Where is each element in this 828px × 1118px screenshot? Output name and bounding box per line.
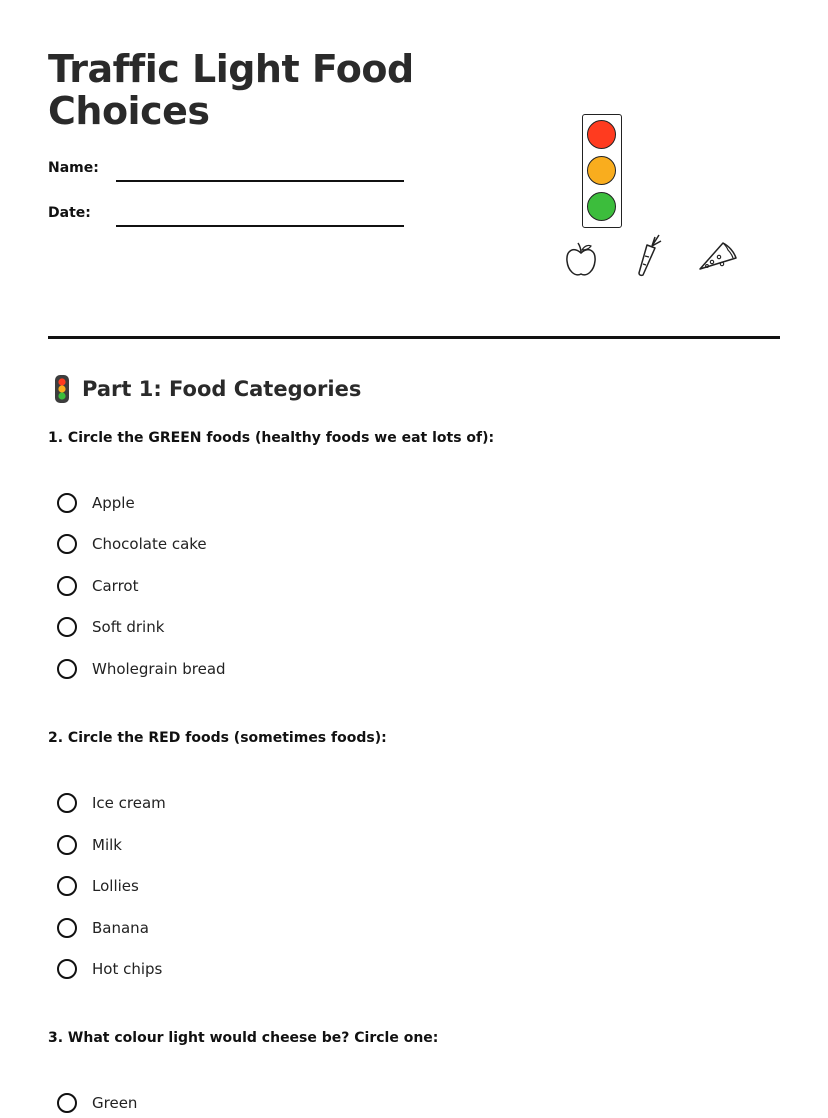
radio-button[interactable] xyxy=(57,835,77,855)
option-label: Lollies xyxy=(92,877,139,895)
q1-option-soft-drink[interactable] xyxy=(57,615,164,639)
q1-option-apple[interactable] xyxy=(57,491,135,515)
radio-button[interactable] xyxy=(57,876,77,896)
option-label: Hot chips xyxy=(92,960,163,978)
radio-button[interactable] xyxy=(57,576,77,596)
option-label: Banana xyxy=(92,919,149,937)
option-label: Milk xyxy=(92,836,122,854)
red-light xyxy=(587,120,616,149)
q1-option-wholegrain-bread[interactable] xyxy=(57,657,226,681)
option-label: Soft drink xyxy=(92,618,165,636)
option-label: Carrot xyxy=(92,577,139,595)
option-label: Chocolate cake xyxy=(92,535,207,553)
q1-option-chocolate-cake[interactable] xyxy=(57,532,207,556)
question-1: 1. Circle the GREEN foods (healthy foods we eat lots of): xyxy=(48,430,495,446)
section-divider xyxy=(48,336,780,339)
q2-option-ice-cream[interactable] xyxy=(57,791,166,815)
question-2: 2. Circle the RED foods (sometimes foods): xyxy=(48,730,387,746)
radio-button[interactable] xyxy=(57,918,77,938)
date-field[interactable] xyxy=(116,225,404,227)
q2-option-hot-chips[interactable] xyxy=(57,957,162,981)
name-label: Name: xyxy=(48,160,99,176)
radio-button[interactable] xyxy=(57,793,77,813)
part1-heading xyxy=(50,374,361,404)
option-label: Wholegrain bread xyxy=(92,660,226,678)
q2-option-banana[interactable] xyxy=(57,916,149,940)
radio-button[interactable] xyxy=(57,493,77,513)
amber-light xyxy=(587,156,616,185)
name-field[interactable] xyxy=(116,180,404,182)
pizza-slice-icon xyxy=(696,238,738,274)
question-3: 3. What colour light would cheese be? Circle one: xyxy=(48,1030,439,1046)
q2-option-milk[interactable] xyxy=(57,833,122,857)
traffic-light-illustration xyxy=(582,114,622,228)
worksheet-title: Traffic Light Food Choices xyxy=(48,47,414,133)
radio-button[interactable] xyxy=(57,534,77,554)
part1-title: Part 1: Food Categories xyxy=(82,377,362,401)
option-label: Ice cream xyxy=(92,794,166,812)
date-label: Date: xyxy=(48,205,91,221)
q1-option-carrot[interactable] xyxy=(57,574,138,598)
vertical-traffic-light-icon xyxy=(50,374,74,404)
radio-button[interactable] xyxy=(57,1093,77,1113)
radio-button[interactable] xyxy=(57,959,77,979)
green-light xyxy=(587,192,616,221)
q3-option-green[interactable] xyxy=(57,1091,137,1115)
option-label: Green xyxy=(92,1094,138,1112)
carrot-icon xyxy=(633,232,665,278)
option-label: Apple xyxy=(92,494,135,512)
radio-button[interactable] xyxy=(57,617,77,637)
q2-option-lollies[interactable] xyxy=(57,874,139,898)
radio-button[interactable] xyxy=(57,659,77,679)
apple-icon xyxy=(563,240,599,280)
